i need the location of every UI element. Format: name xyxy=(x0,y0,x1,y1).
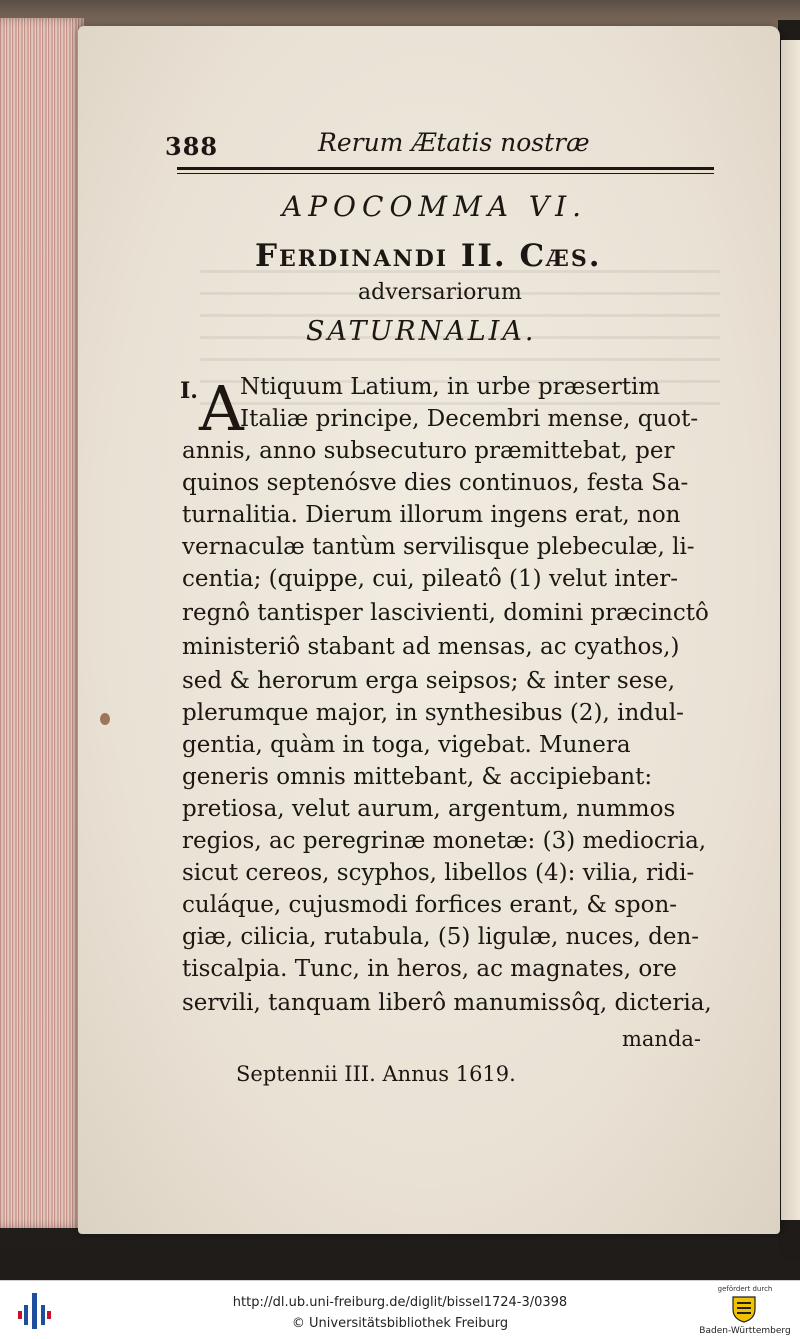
viewer-footer xyxy=(0,1280,800,1339)
text-line: regnô tantisper lascivienti, domini præcinctô xyxy=(182,600,709,626)
text-line: generis omnis mittebant, & accipiebant: xyxy=(182,764,653,790)
running-head: Rerum Ætatis nostræ xyxy=(318,128,590,157)
signature-line: Septennii III. Annus 1619. xyxy=(236,1062,516,1086)
text-line: pretiosa, velut aurum, argentum, nummos xyxy=(182,796,676,822)
paragraph-number: I. xyxy=(180,378,198,404)
facing-page-edge xyxy=(781,40,800,1220)
text-line: giæ, cilicia, rutabula, (5) ligulæ, nuces, den- xyxy=(182,924,700,950)
chapter-heading: SATURNALIA. xyxy=(306,316,537,347)
text-line: culáque, cujusmodi forfices erant, & spon- xyxy=(182,892,678,918)
section-label: APOCOMMA VI. xyxy=(282,190,588,223)
text-line: Italiæ principe, Decembri mense, quot- xyxy=(240,406,699,432)
text-line: regios, ac peregrinæ monetæ: (3) mediocria, xyxy=(182,828,707,854)
text-line: ministeriô stabant ad mensas, ac cyathos,) xyxy=(182,634,680,660)
page-stack-edge xyxy=(0,18,84,1228)
text-line: centia; (quippe, cui, pileatô (1) velut inter- xyxy=(182,566,679,592)
text-line: sed & herorum erga seipsos; & inter sese, xyxy=(182,668,676,694)
text-line: annis, anno subsecuturo præmittebat, per xyxy=(182,438,675,464)
text-line: plerumque major, in synthesibus (2), indul- xyxy=(182,700,684,726)
catchword: manda- xyxy=(622,1027,702,1051)
coat-of-arms-icon xyxy=(731,1295,757,1323)
chapter-subtitle: adversariorum xyxy=(358,280,522,305)
funded-by-label: gefördert durch xyxy=(717,1285,773,1293)
text-line: servili, tanquam liberô manumissôq, dicteria, xyxy=(182,990,712,1016)
chapter-title: Ferdinandi II. Cæs. xyxy=(255,238,602,274)
header-rule xyxy=(177,167,714,170)
text-line: sicut cereos, scyphos, libellos (4): vilia, ridi- xyxy=(182,860,695,886)
ink-spot xyxy=(100,713,110,725)
text-line: quinos septenósve dies continuos, festa Sa- xyxy=(182,470,689,496)
copyright-text: © Universitätsbibliothek Freiburg xyxy=(291,1316,509,1331)
page-number: 388 xyxy=(165,132,219,161)
text-line: turnalitia. Dierum illorum ingens erat, non xyxy=(182,502,681,528)
permalink-url[interactable]: http://dl.ub.uni-freiburg.de/diglit/bissel1724-3/0398 xyxy=(232,1295,568,1310)
drop-cap: A xyxy=(199,372,244,445)
text-line: gentia, quàm in toga, vigebat. Munera xyxy=(182,732,631,758)
header-rule-thin xyxy=(177,173,714,174)
funder-name: Baden-Württemberg xyxy=(699,1326,791,1336)
text-line: vernaculæ tantùm servilisque plebeculæ, li- xyxy=(182,534,695,560)
text-line: Ntiquum Latium, in urbe præsertim xyxy=(240,374,661,400)
text-line: tiscalpia. Tunc, in heros, ac magnates, ore xyxy=(182,956,677,982)
